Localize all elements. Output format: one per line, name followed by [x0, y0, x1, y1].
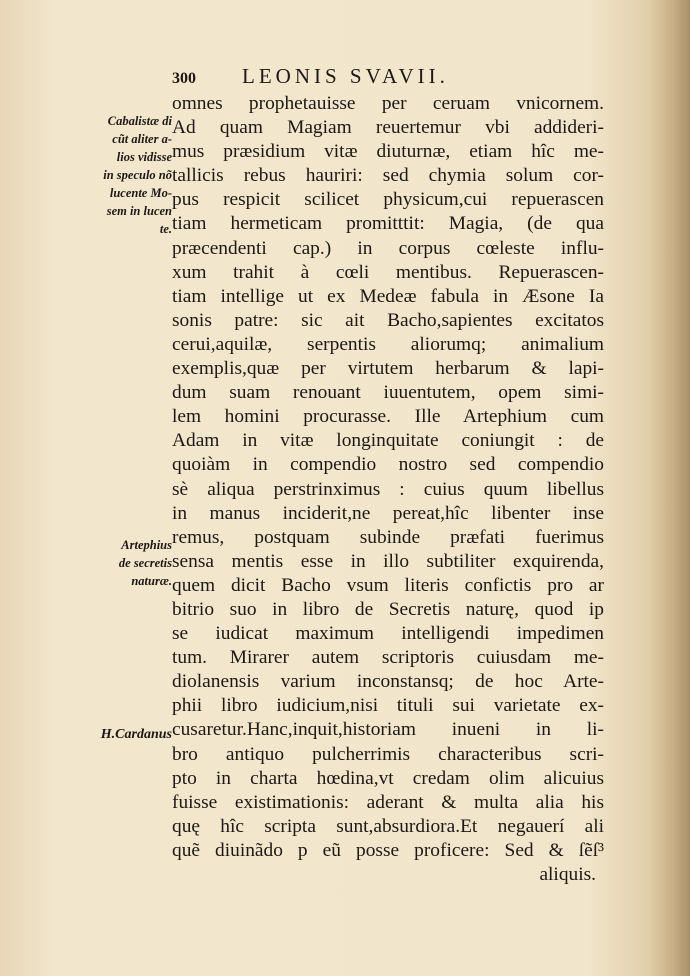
- margin-note-line: lucente Mo-: [109, 186, 172, 200]
- margin-note-line: naturæ.: [131, 574, 172, 588]
- margin-note-line: H.Cardanus: [100, 727, 172, 742]
- margin-note-line: Cabalistæ di: [107, 114, 172, 128]
- text-line: quem dicit Bacho vsum literis confictis pro ar: [172, 574, 604, 596]
- text-line: fuisse existimationis: aderant & multa alia his: [172, 791, 604, 813]
- text-line: dum suam renouant iuuentutem, opem simi-: [172, 382, 604, 404]
- margin-note-line: lios vidisse: [116, 150, 172, 164]
- text-line: præcendenti cap.) in corpus cœleste influ-: [172, 237, 604, 259]
- text-line: omnes prophetauisse per ceruam vnicornem.: [172, 93, 604, 114]
- text-line: quę hîc scripta sunt,absurdiora.Et negauerí ali: [172, 815, 604, 837]
- margin-note-line: de secretis: [118, 556, 172, 570]
- text-line: tiam hermeticam promitttit: Magia, (de qua: [172, 213, 604, 235]
- text-line: phii libro iudicium,nisi tituli sui varietate ex-: [172, 695, 604, 717]
- page-number: 300: [172, 70, 196, 87]
- text-line: se iudicat maximum intelligendi impedimen: [172, 623, 604, 645]
- text-line: mus præsidium vitæ diuturnæ, etiam hîc me-: [172, 141, 604, 163]
- text-line: in manus inciderit,ne pereat,hîc libenter inse: [172, 502, 604, 524]
- text-line: pto in charta hœdina,vt credam olim alicuius: [172, 767, 604, 789]
- margin-note-line: cũt aliter a-: [112, 132, 172, 146]
- margin-note-artephius: [66, 536, 172, 590]
- margin-note-line: in speculo nõ: [103, 168, 172, 182]
- text-line: Adam in vitæ longinquitate coniungit : de: [172, 430, 604, 452]
- text-line: xum trahit à cœli mentibus. Repuerascen-: [172, 261, 604, 283]
- page-header: [172, 64, 632, 90]
- margin-note-line: te.: [159, 222, 172, 236]
- margin-note-cardanus: [66, 726, 172, 744]
- text-line-final: aliquis.: [539, 864, 596, 885]
- text-line: tallicis rebus hauriri: sed chymia solum cor-: [172, 165, 604, 187]
- text-line: pus respicit scilicet physicum,cui repuerascen: [172, 189, 604, 211]
- text-line: bitrio suo in libro de Secretis naturę, quod ip: [172, 598, 604, 620]
- text-line: quoiàm in compendio nostro sed compendio: [172, 454, 604, 476]
- running-head: LEONIS SVAVII.: [242, 64, 449, 88]
- text-line: Ad quam Magiam reuertemur vbi addideri-: [172, 117, 604, 139]
- text-line: diolanensis varium inconstansq; de hoc Arte-: [172, 671, 604, 693]
- text-line: tum. Mirarer autem scriptoris cuiusdam me-: [172, 647, 604, 669]
- margin-note-line: Artephius: [121, 538, 172, 552]
- text-line: cusaretur.Hanc,inquit,historiam inueni in li-: [172, 719, 604, 741]
- text-line: exemplis,quæ per virtutem herbarum & lapi-: [172, 358, 604, 380]
- text-line: quẽ diuinãdo p eũ posse proficere: Sed & ſẽſ³: [172, 839, 604, 861]
- text-line: remus, postquam subinde præfati fuerimus: [172, 526, 604, 548]
- margin-note-cabalistae: [66, 112, 172, 238]
- text-line: cerui,aquilæ, serpentis aliorumq; animalium: [172, 333, 604, 355]
- margin-note-line: sem in lucen: [106, 204, 172, 218]
- text-line: bro antiquo pulcherrimis characteribus scri-: [172, 743, 604, 765]
- text-line: sè aliqua perstrinximus : cuius quum libellus: [172, 478, 604, 500]
- text-line: sensa mentis esse in illo subtiliter exquirenda,: [172, 550, 604, 572]
- text-line: tiam intellige ut ex Medeæ fabula in Æsone Ia: [172, 285, 604, 307]
- body-text: [172, 92, 604, 887]
- page-edge-shadow: [646, 0, 690, 976]
- text-line: sonis patre: sic ait Bacho,sapientes excitatos: [172, 309, 604, 331]
- text-line: lem homini procurasse. Ille Artephium cum: [172, 406, 604, 428]
